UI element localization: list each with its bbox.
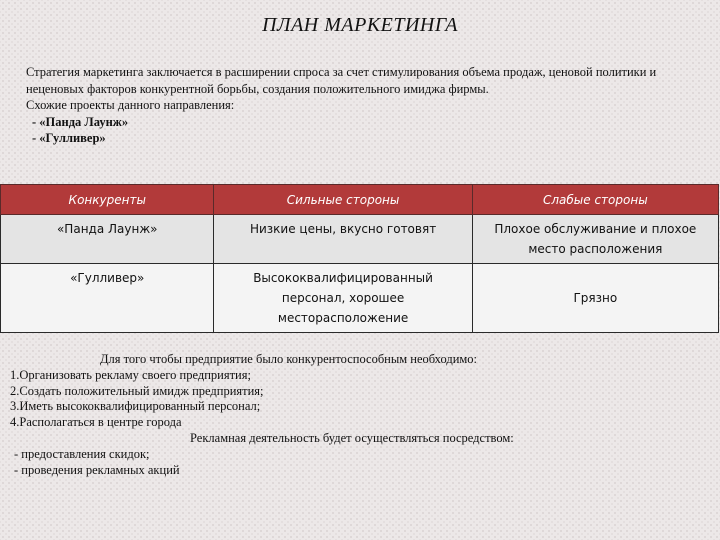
- ads-item: - проведения рекламных акций: [14, 462, 180, 477]
- ads-item: - предоставления скидок;: [14, 446, 150, 461]
- intro-section: [10, 64, 715, 147]
- cell-weaknesses: Грязно: [472, 264, 718, 333]
- requirement-item: 2.Создать положительный имидж предприятия;: [10, 383, 264, 398]
- project-item: - «Гулливер»: [32, 131, 106, 145]
- competitors-table: [0, 184, 719, 333]
- ads-intro: Рекламная деятельность будет осуществляться посредством:: [190, 430, 514, 445]
- table-row: [1, 264, 719, 333]
- table-row: [1, 215, 719, 264]
- table-header-row: [1, 185, 719, 215]
- page-title: ПЛАН МАРКЕТИНГА: [262, 14, 458, 36]
- strategy-text: Стратегия маркетинга заключается в расширении спроса за счет стимулирования объема продаж, ценовой политики и неценовых факторов конкурентной борьбы, создания положительного имиджа фирмы.: [26, 65, 657, 96]
- requirement-item: 4.Располагаться в центре города: [10, 415, 182, 430]
- cell-strengths: Высококвалифицированный персонал, хорошее месторасположение: [214, 264, 472, 333]
- cell-competitor: «Панда Лаунж»: [1, 215, 214, 264]
- similar-projects-label: Схожие проекты данного направления:: [26, 98, 235, 112]
- requirements-intro: Для того чтобы предприятие было конкурентоспособным необходимо:: [100, 352, 478, 366]
- requirement-item: 3.Иметь высококвалифицированный персонал;: [10, 399, 261, 414]
- requirement-item: 1.Организовать рекламу своего предприятия;: [10, 367, 251, 382]
- header-strengths: Сильные стороны: [214, 185, 472, 215]
- cell-strengths: Низкие цены, вкусно готовят: [214, 215, 472, 264]
- cell-weaknesses: Плохое обслуживание и плохое место расположения: [472, 215, 718, 264]
- project-item: - «Панда Лаунж»: [32, 114, 129, 129]
- header-weaknesses: Слабые стороны: [472, 185, 718, 215]
- cell-competitor: «Гулливер»: [1, 264, 214, 333]
- requirements-section: [10, 352, 715, 478]
- header-competitors: Конкуренты: [1, 185, 214, 215]
